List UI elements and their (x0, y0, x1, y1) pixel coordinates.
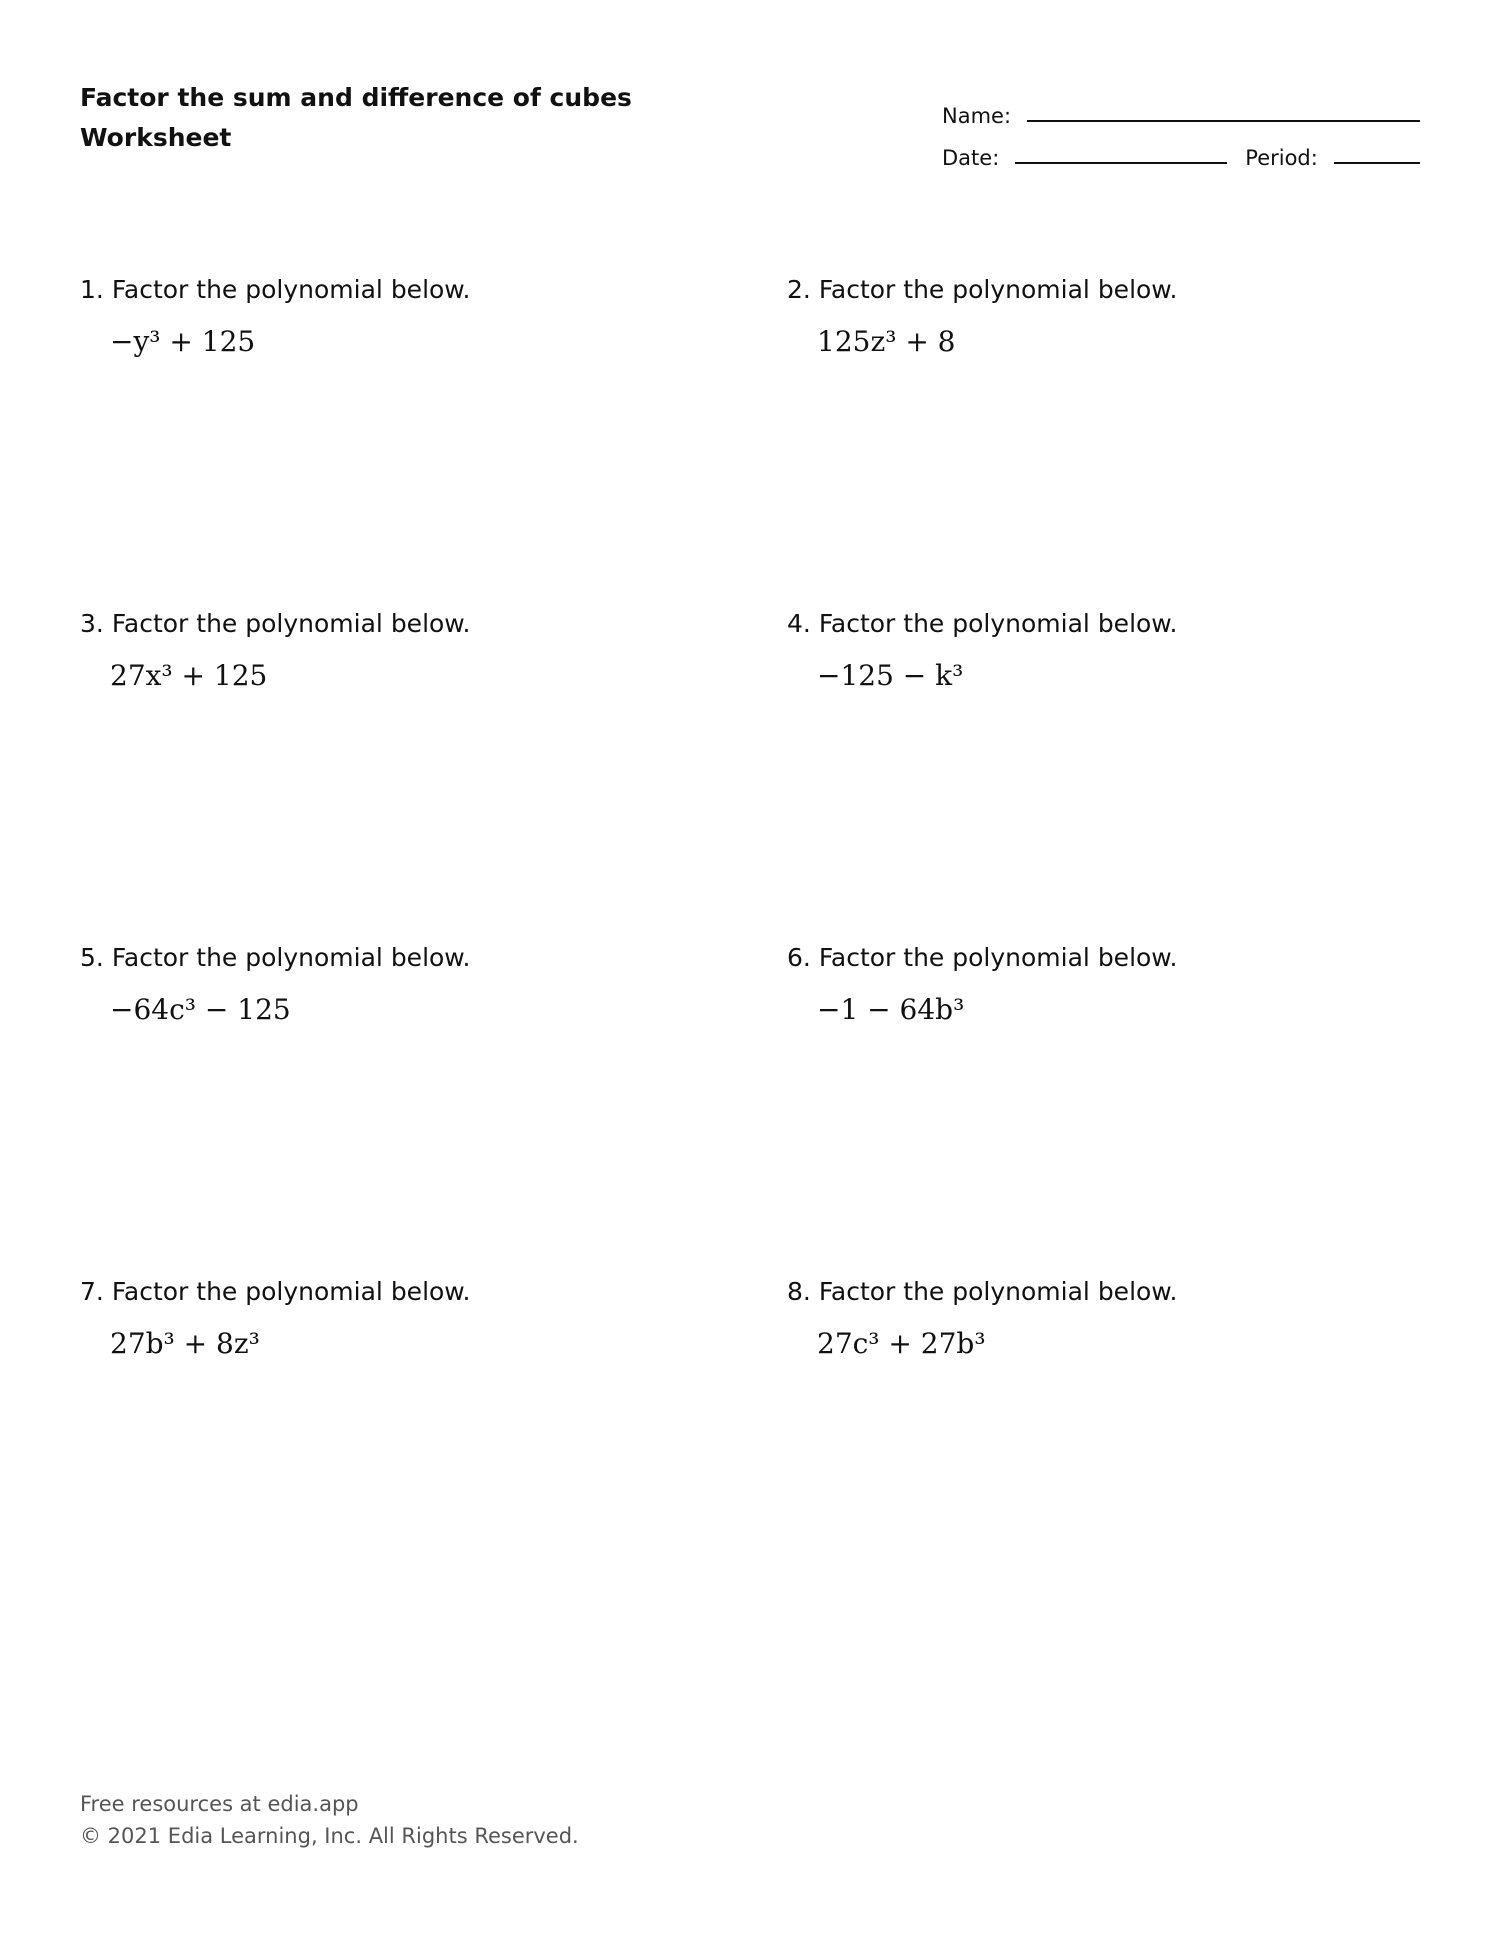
problem-expression: −y³ + 125 (110, 325, 256, 358)
date-label: Date: (942, 146, 1000, 170)
worksheet-header (80, 78, 1420, 168)
problem-instruction: Factor the polynomial below. (111, 1277, 471, 1306)
page-footer (80, 1788, 579, 1852)
period-label: Period: (1245, 146, 1318, 170)
problem-instruction: Factor the polynomial below. (111, 275, 471, 304)
problem-prompt (80, 1276, 720, 1308)
title-line-1: Factor the sum and difference of cubes (80, 83, 632, 112)
worksheet-title (80, 78, 632, 158)
problem-number: 5. (80, 943, 104, 972)
problem-7 (80, 1276, 720, 1362)
problem-number: 8. (787, 1277, 811, 1306)
problem-prompt (787, 274, 1427, 306)
date-period-row (942, 128, 1420, 170)
problem-expression: −64c³ − 125 (110, 993, 291, 1026)
problem-6 (787, 942, 1427, 1028)
problem-prompt (80, 608, 720, 640)
problem-prompt (80, 942, 720, 974)
problem-expression: 27x³ + 125 (110, 659, 268, 692)
problem-8 (787, 1276, 1427, 1362)
footer-resources-text: Free resources at edia.app (80, 1792, 359, 1816)
problem-instruction: Factor the polynomial below. (111, 609, 471, 638)
problem-prompt (787, 608, 1427, 640)
problem-expression: −1 − 64b³ (817, 993, 965, 1026)
problem-prompt (80, 274, 720, 306)
problem-prompt (787, 942, 1427, 974)
problem-prompt (787, 1276, 1427, 1308)
problem-expression: 125z³ + 8 (817, 325, 956, 358)
name-blank-line (1027, 120, 1420, 122)
student-info-fields (942, 86, 1420, 170)
date-blank-line (1015, 162, 1227, 164)
problem-number: 2. (787, 275, 811, 304)
problem-instruction: Factor the polynomial below. (111, 943, 471, 972)
name-row (942, 86, 1420, 128)
footer-copyright-text: © 2021 Edia Learning, Inc. All Rights Reserved. (80, 1824, 579, 1848)
problem-expression: −125 − k³ (817, 659, 964, 692)
period-blank-line (1334, 162, 1420, 164)
problem-number: 6. (787, 943, 811, 972)
problem-5 (80, 942, 720, 1028)
problem-instruction: Factor the polynomial below. (818, 943, 1178, 972)
problem-number: 1. (80, 275, 104, 304)
name-label: Name: (942, 104, 1012, 128)
problem-number: 7. (80, 1277, 104, 1306)
problem-instruction: Factor the polynomial below. (818, 1277, 1178, 1306)
problem-4 (787, 608, 1427, 694)
problem-number: 3. (80, 609, 104, 638)
problem-2 (787, 274, 1427, 360)
problem-expression: 27b³ + 8z³ (110, 1327, 260, 1360)
title-line-2: Worksheet (80, 123, 232, 152)
problem-number: 4. (787, 609, 811, 638)
problem-1 (80, 274, 720, 360)
problem-expression: 27c³ + 27b³ (817, 1327, 986, 1360)
problem-instruction: Factor the polynomial below. (818, 609, 1178, 638)
problem-3 (80, 608, 720, 694)
problem-instruction: Factor the polynomial below. (818, 275, 1178, 304)
